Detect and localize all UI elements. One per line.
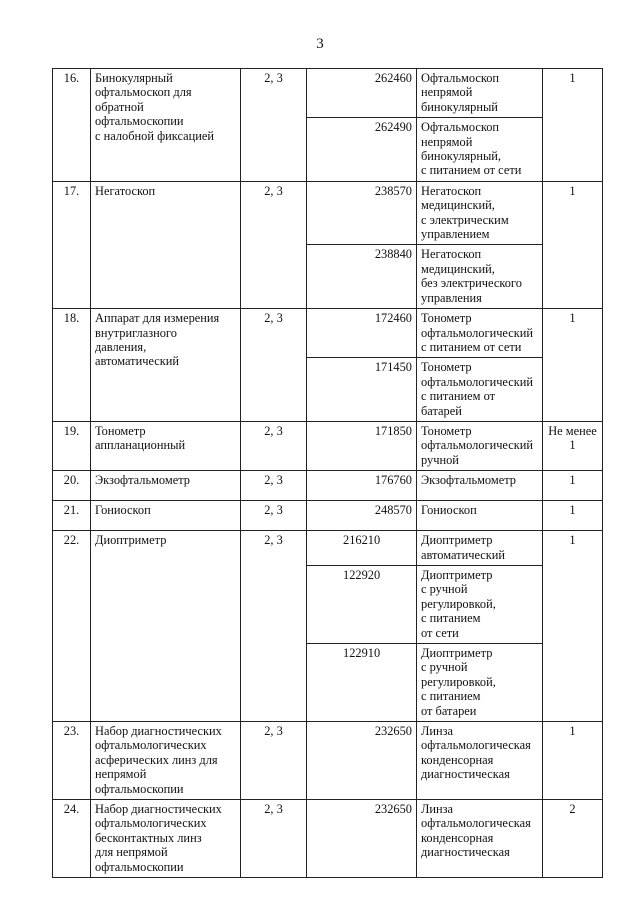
nomenclature-description: Гониоскоп	[417, 501, 543, 531]
table-row	[53, 309, 603, 358]
section-ref: 2, 3	[241, 471, 307, 501]
row-number: 19.	[53, 421, 91, 470]
nomenclature-code: 122920	[307, 565, 417, 643]
nomenclature-code: 176760	[307, 471, 417, 501]
nomenclature-description: Экзофтальмометр	[417, 471, 543, 501]
section-ref: 2, 3	[241, 69, 307, 182]
table-row	[53, 722, 603, 800]
section-ref: 2, 3	[241, 501, 307, 531]
nomenclature-code: 216210	[307, 531, 417, 566]
row-number: 23.	[53, 722, 91, 800]
equipment-name: Гониоскоп	[91, 501, 241, 531]
nomenclature-code: 238840	[307, 245, 417, 309]
quantity: 2	[543, 800, 603, 878]
table-row	[53, 181, 603, 245]
nomenclature-code: 232650	[307, 800, 417, 878]
equipment-name: Аппарат для измерения внутриглазного давления, автоматический	[91, 309, 241, 422]
section-ref: 2, 3	[241, 421, 307, 470]
quantity: 1	[543, 722, 603, 800]
nomenclature-code: 262490	[307, 118, 417, 182]
equipment-table	[52, 68, 603, 878]
section-ref: 2, 3	[241, 800, 307, 878]
row-number: 16.	[53, 69, 91, 182]
equipment-name: Бинокулярный офтальмоскоп для обратной офтальмоскопии с налобной фиксацией	[91, 69, 241, 182]
quantity: 1	[543, 471, 603, 501]
table-row	[53, 69, 603, 118]
nomenclature-description: Тонометр офтальмологический ручной	[417, 421, 543, 470]
equipment-name: Набор диагностических офтальмологических асферических линз для непрямой офтальмоскопии	[91, 722, 241, 800]
equipment-name: Тонометр аппланационный	[91, 421, 241, 470]
row-number: 18.	[53, 309, 91, 422]
table-row	[53, 800, 603, 878]
nomenclature-description: Негатоскоп медицинский, с электрическим управлением	[417, 181, 543, 245]
row-number: 22.	[53, 531, 91, 722]
nomenclature-code: 171450	[307, 358, 417, 422]
nomenclature-code: 171850	[307, 421, 417, 470]
nomenclature-description: Линза офтальмологическая конденсорная диагностическая	[417, 800, 543, 878]
section-ref: 2, 3	[241, 181, 307, 308]
section-ref: 2, 3	[241, 309, 307, 422]
table-row	[53, 421, 603, 470]
quantity: 1	[543, 69, 603, 182]
equipment-name: Набор диагностических офтальмологических бесконтактных линз для непрямой офтальмоскопии	[91, 800, 241, 878]
nomenclature-code: 238570	[307, 181, 417, 245]
quantity: 1	[543, 181, 603, 308]
section-ref: 2, 3	[241, 722, 307, 800]
nomenclature-description: Диоптриметр с ручной регулировкой, с питанием от сети	[417, 565, 543, 643]
nomenclature-code: 232650	[307, 722, 417, 800]
row-number: 17.	[53, 181, 91, 308]
quantity: 1	[543, 309, 603, 422]
nomenclature-code: 248570	[307, 501, 417, 531]
row-number: 24.	[53, 800, 91, 878]
table-row	[53, 501, 603, 531]
nomenclature-description: Тонометр офтальмологический с питанием от батарей	[417, 358, 543, 422]
table-row	[53, 531, 603, 566]
nomenclature-code: 122910	[307, 644, 417, 722]
page-number: 3	[316, 36, 324, 52]
equipment-name: Экзофтальмометр	[91, 471, 241, 501]
row-number: 20.	[53, 471, 91, 501]
table-row	[53, 471, 603, 501]
nomenclature-description: Тонометр офтальмологический с питанием от сети	[417, 309, 543, 358]
nomenclature-description: Линза офтальмологическая конденсорная диагностическая	[417, 722, 543, 800]
section-ref: 2, 3	[241, 531, 307, 722]
nomenclature-description: Диоптриметр с ручной регулировкой, с питанием от батареи	[417, 644, 543, 722]
nomenclature-code: 172460	[307, 309, 417, 358]
nomenclature-description: Диоптриметр автоматический	[417, 531, 543, 566]
nomenclature-code: 262460	[307, 69, 417, 118]
equipment-name: Диоптриметр	[91, 531, 241, 722]
nomenclature-description: Офтальмоскоп непрямой бинокулярный	[417, 69, 543, 118]
quantity: Не менее 1	[543, 421, 603, 470]
nomenclature-description: Офтальмоскоп непрямой бинокулярный, с питанием от сети	[417, 118, 543, 182]
quantity: 1	[543, 501, 603, 531]
quantity: 1	[543, 531, 603, 722]
equipment-name: Негатоскоп	[91, 181, 241, 308]
row-number: 21.	[53, 501, 91, 531]
nomenclature-description: Негатоскоп медицинский, без электрического управления	[417, 245, 543, 309]
